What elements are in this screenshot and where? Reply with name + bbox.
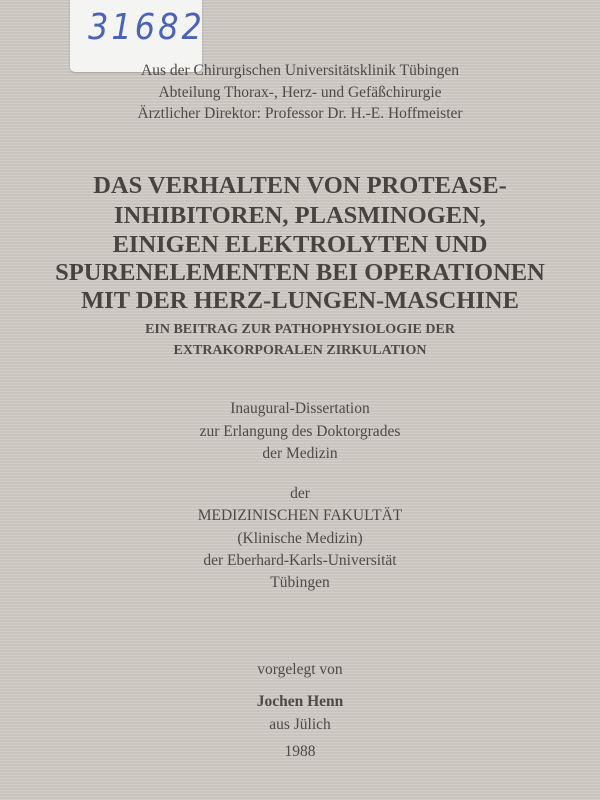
department-line: Abteilung Thorax-, Herz- und Gefäßchirurgie	[158, 84, 442, 101]
title-line: DAS VERHALTEN VON PROTEASE-	[93, 172, 507, 199]
year: 1988	[284, 743, 316, 760]
sticker-number: 31682	[88, 6, 205, 48]
dissertation-line: Inaugural-Dissertation	[230, 400, 370, 417]
faculty-line: (Klinische Medizin)	[237, 530, 363, 547]
title-line: INHIBITOREN, PLASMINOGEN,	[114, 202, 486, 229]
title-line: EINIGEN ELEKTROLYTEN UND	[112, 231, 488, 258]
faculty-line: der	[290, 485, 310, 502]
dissertation-line: der Medizin	[262, 445, 338, 462]
author-origin: aus Jülich	[269, 716, 331, 733]
title-line: MIT DER HERZ-LUNGEN-MASCHINE	[81, 287, 519, 314]
author-name: Jochen Henn	[256, 693, 344, 710]
subtitle-line: EXTRAKORPORALEN ZIRKULATION	[173, 343, 427, 358]
title-line: SPURENELEMENTEN BEI OPERATIONEN	[55, 259, 545, 286]
dissertation-line: zur Erlangung des Doktorgrades	[199, 423, 401, 440]
subtitle-line: EIN BEITRAG ZUR PATHOPHYSIOLOGIE DER	[145, 322, 455, 337]
director-line: Ärztlicher Direktor: Professor Dr. H.-E. Hoffmeister	[137, 105, 463, 122]
submitted-by: vorgelegt von	[257, 661, 343, 678]
faculty-line: Tübingen	[270, 574, 330, 591]
faculty-line: der Eberhard-Karls-Universität	[203, 552, 397, 569]
institution-line: Aus der Chirurgischen Universitätsklinik Tübingen	[141, 62, 459, 79]
faculty-line: MEDIZINISCHEN FAKULTÄT	[197, 507, 403, 524]
